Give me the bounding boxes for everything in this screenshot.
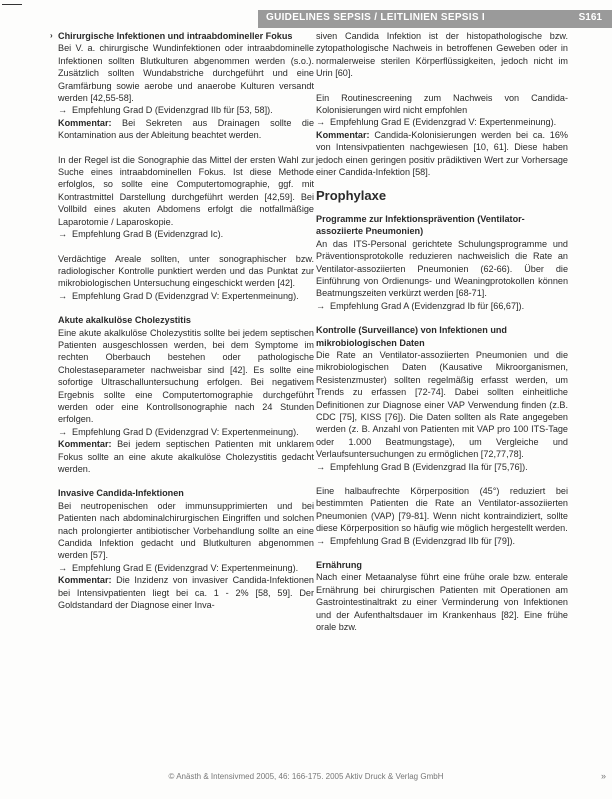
arrow-icon: → [58, 426, 68, 437]
comment: Kommentar: Bei Sekreten aus Drainagen sollte die Kontamination aus der Ableitung beachtet werden. [58, 117, 314, 141]
section-ernaehrung [316, 559, 568, 633]
arrow-icon: → [316, 117, 326, 128]
recommendation: → Empfehlung Grad D (Evidenzgrad V: Expertenmeinung). [58, 426, 299, 437]
paragraph: An das ITS-Personal gerichtete Schulungsprogramme und Präventionsprotokolle reduzieren nachweislich die Rate an Ventilator-assoziierten Pneumonien (62-66). Über die Einführung von Ordienungs- und Weaningprotokollen können Beatmungszeiten verkürzt werden [68-71]. [316, 238, 568, 299]
comment: Kommentar: Bei jedem septischen Patienten mit unklarem Fokus sollte an eine akute akalkulöse Cholezystitis gedacht werden. [58, 439, 314, 474]
continue-arrow-icon: » [600, 771, 606, 781]
paragraph: Eine akute akalkulöse Cholezystitis sollte bei jedem septischen Patienten ausgeschlossen werden, bei dem Symptome im rechten Oberbauch bestehen oder pathologische Cholestaseparameter nachweisbar sind [42]. Es sollte eine sofortige Ultraschalluntersuchung erfolgen. Bei negativem Ergebnis sollte eine Computertomographie durchgeführt werden oder eine Kontrollsonographie nach 24 Stunden erfolgen. [58, 327, 314, 425]
section-title-prophylaxe: Prophylaxe [316, 188, 387, 204]
heading-infektionspraevention: Programme zur Infektionsprävention (Ventilator-assoziierte Pneumonien) [316, 213, 525, 237]
footer-copyright: © Anästh & Intensivmed 2005, 46: 166-175. 2005 Aktiv Druck & Verlag GmbH [168, 772, 444, 781]
recommendation: → Empfehlung Grad D (Evidenzgrad IIb für [53, 58]). [58, 105, 273, 116]
crop-mark [2, 4, 22, 5]
section-candida [58, 487, 314, 611]
section-routinescreening [316, 92, 568, 179]
paragraph: Nach einer Metaanalyse führt eine frühe orale bzw. enterale Ernährung bei chirurgischen Patienten mit Operationen am Gastrointestinaltrakt zu einer Verminderung von Infektionen und der Aufenthaltsdauer im Krankenhaus [82]. Eine frühe orale bzw. [316, 572, 568, 633]
heading-cholezystitis: Akute akalkulöse Cholezystitis [58, 315, 191, 326]
section-surveillance [316, 324, 568, 473]
paragraph: Ein Routinescreening zum Nachweis von Candida-Kolonisierungen wird nicht empfohlen [316, 92, 568, 116]
running-header [258, 10, 612, 28]
heading-ernaehrung: Ernährung [316, 560, 362, 571]
paragraph: In der Regel ist die Sonographie das Mittel der ersten Wahl zur Suche eines intraabdominellen Fokus. Ist diese Methode erfolglos, so sollte eine Computertomographie, ggf. mit Kontrastmittel Darstellung durchgeführt werden [42,59]. Bei Vollbild eines akuten Abdomens erfolgt die notfallmäßige Laparotomie / Laparoskopie. [58, 154, 314, 227]
right-column [316, 30, 568, 633]
recommendation: → Empfehlung Grad B (Evidenzgrad Ic). [58, 229, 224, 240]
arrow-icon: → [316, 300, 326, 311]
bullet-icon: › [50, 31, 53, 40]
recommendation: → Empfehlung Grad A (Evidenzgrad Ib für [66,67]). [316, 300, 525, 311]
section-sonographie [58, 154, 314, 241]
section-punktion [58, 253, 314, 303]
arrow-icon: → [316, 461, 326, 472]
heading-surveillance: Kontrolle (Surveillance) von Infektionen und mikrobiologischen Daten [316, 325, 507, 348]
arrow-icon: → [58, 562, 68, 573]
recommendation: → Empfehlung Grad B (Evidenzgrad IIb für [79]). [316, 535, 516, 546]
section-cholezystitis [58, 314, 314, 475]
recommendation: → Empfehlung Grad E (Evidenzgrad V: Expertenmeinung). [58, 562, 299, 573]
paragraph: siven Candida Infektion ist der histopathologische bzw. zytopathologische Nachweis in betroffenen Geweben oder in normalerweise sterilen Körperflüssigkeiten, jedoch nicht im Urin [60]. [316, 31, 568, 79]
comment: Kommentar: Candida-Kolonisierungen werden bei ca. 16% von Intensivpatienten nachgewiesen [10, 61]. Diese haben jedoch einen geringen positiv prädiktiven Wert zur Vorhersage einer Candida-Infektion [58]. [316, 129, 568, 178]
section-koerperposition [316, 485, 568, 547]
arrow-icon: → [316, 535, 326, 546]
paragraph: Eine halbaufrechte Körperposition (45°) reduziert bei bestimmten Patienten die Rate an Ventilator-assoziierten Pneumonien (VAP) [79-81]. Wenn nicht kontraindiziert, sollte diese Körperposition so häufig wie möglich hergestellt werden. [316, 486, 568, 534]
running-title: GUIDELINES SEPSIS / LEITLINIEN SEPSIS I [266, 12, 485, 23]
comment: Kommentar: Die Inzidenz von invasiver Candida-Infektionen bei Intensivpatienten liegt bei ca. 1 - 2% [58, 59]. Der Goldstandard der Diagnose einer Inva- [58, 575, 314, 611]
heading-candida: Invasive Candida-Infektionen [58, 488, 184, 499]
recommendation: → Empfehlung Grad D (Evidenzgrad V: Expertenmeinung). [58, 290, 299, 301]
paragraph: Bei neutropenischen oder immunsupprimierten und bei Patienten nach abdominalchirurgischen Eingriffen und solchen nach prolongierter antibiotischer Vorbehandlung sollte an eine Candida Infektion gedacht und Blutkulturen abgenommen werden [57]. [58, 500, 314, 561]
section-chirurgische-infektionen [50, 30, 314, 142]
paragraph: Verdächtige Areale sollten, unter sonographischer bzw. radiologischer Kontrolle punktiert werden und das Punktat zur mikrobiologischen Untersuchung eingeschickt werden [42]. [58, 253, 314, 289]
section-candida-continued [316, 30, 568, 80]
arrow-icon: → [58, 290, 68, 301]
arrow-icon: → [58, 229, 68, 240]
left-column [50, 30, 314, 611]
arrow-icon: → [58, 105, 68, 116]
heading-chirurgische-infektionen: Chirurgische Infektionen und intraabdomineller Fokus [58, 31, 293, 41]
recommendation: → Empfehlung Grad B (Evidenzgrad IIa für [75,76]). [316, 461, 528, 472]
paragraph: Die Rate an Ventilator-assoziierten Pneumonien und die mikrobiologischen Daten (Kausative Mikroorganismen, Resistenzmuster) sollten regelmäßig erfasst werden, um Trends zu erfassen [72-74]. Dabei sollten einheitliche Definitionen zur Diagnose einer VAP Verwendung finden (z.B. CDC [75], KISS [76]). Die Daten sollten als Rate angegeben werden (z. B. Anzahl von Patienten mit VAP pro 100 ITS-Tage oder 1.000 Beatmungstage), um Vergleiche und Verlaufsuntersuchungen zu ermöglichen [72,77,78]. [316, 349, 568, 460]
recommendation: → Empfehlung Grad E (Evidenzgrad V: Expertenmeinung). [316, 117, 557, 128]
page-number: S161 [578, 12, 602, 23]
paragraph: Bei V. a. chirurgische Wundinfektionen oder intraabdominelle Infektionen sollten Blutkulturen abgenommen werden (s.o.). Zusätzlich sollten Wundabstriche durchgeführt und eine Gramfärbung sowie aerobe und anaerobe Kulturen versandt werden [42,55-58]. [58, 43, 314, 104]
section-infektionspraevention [316, 213, 568, 312]
